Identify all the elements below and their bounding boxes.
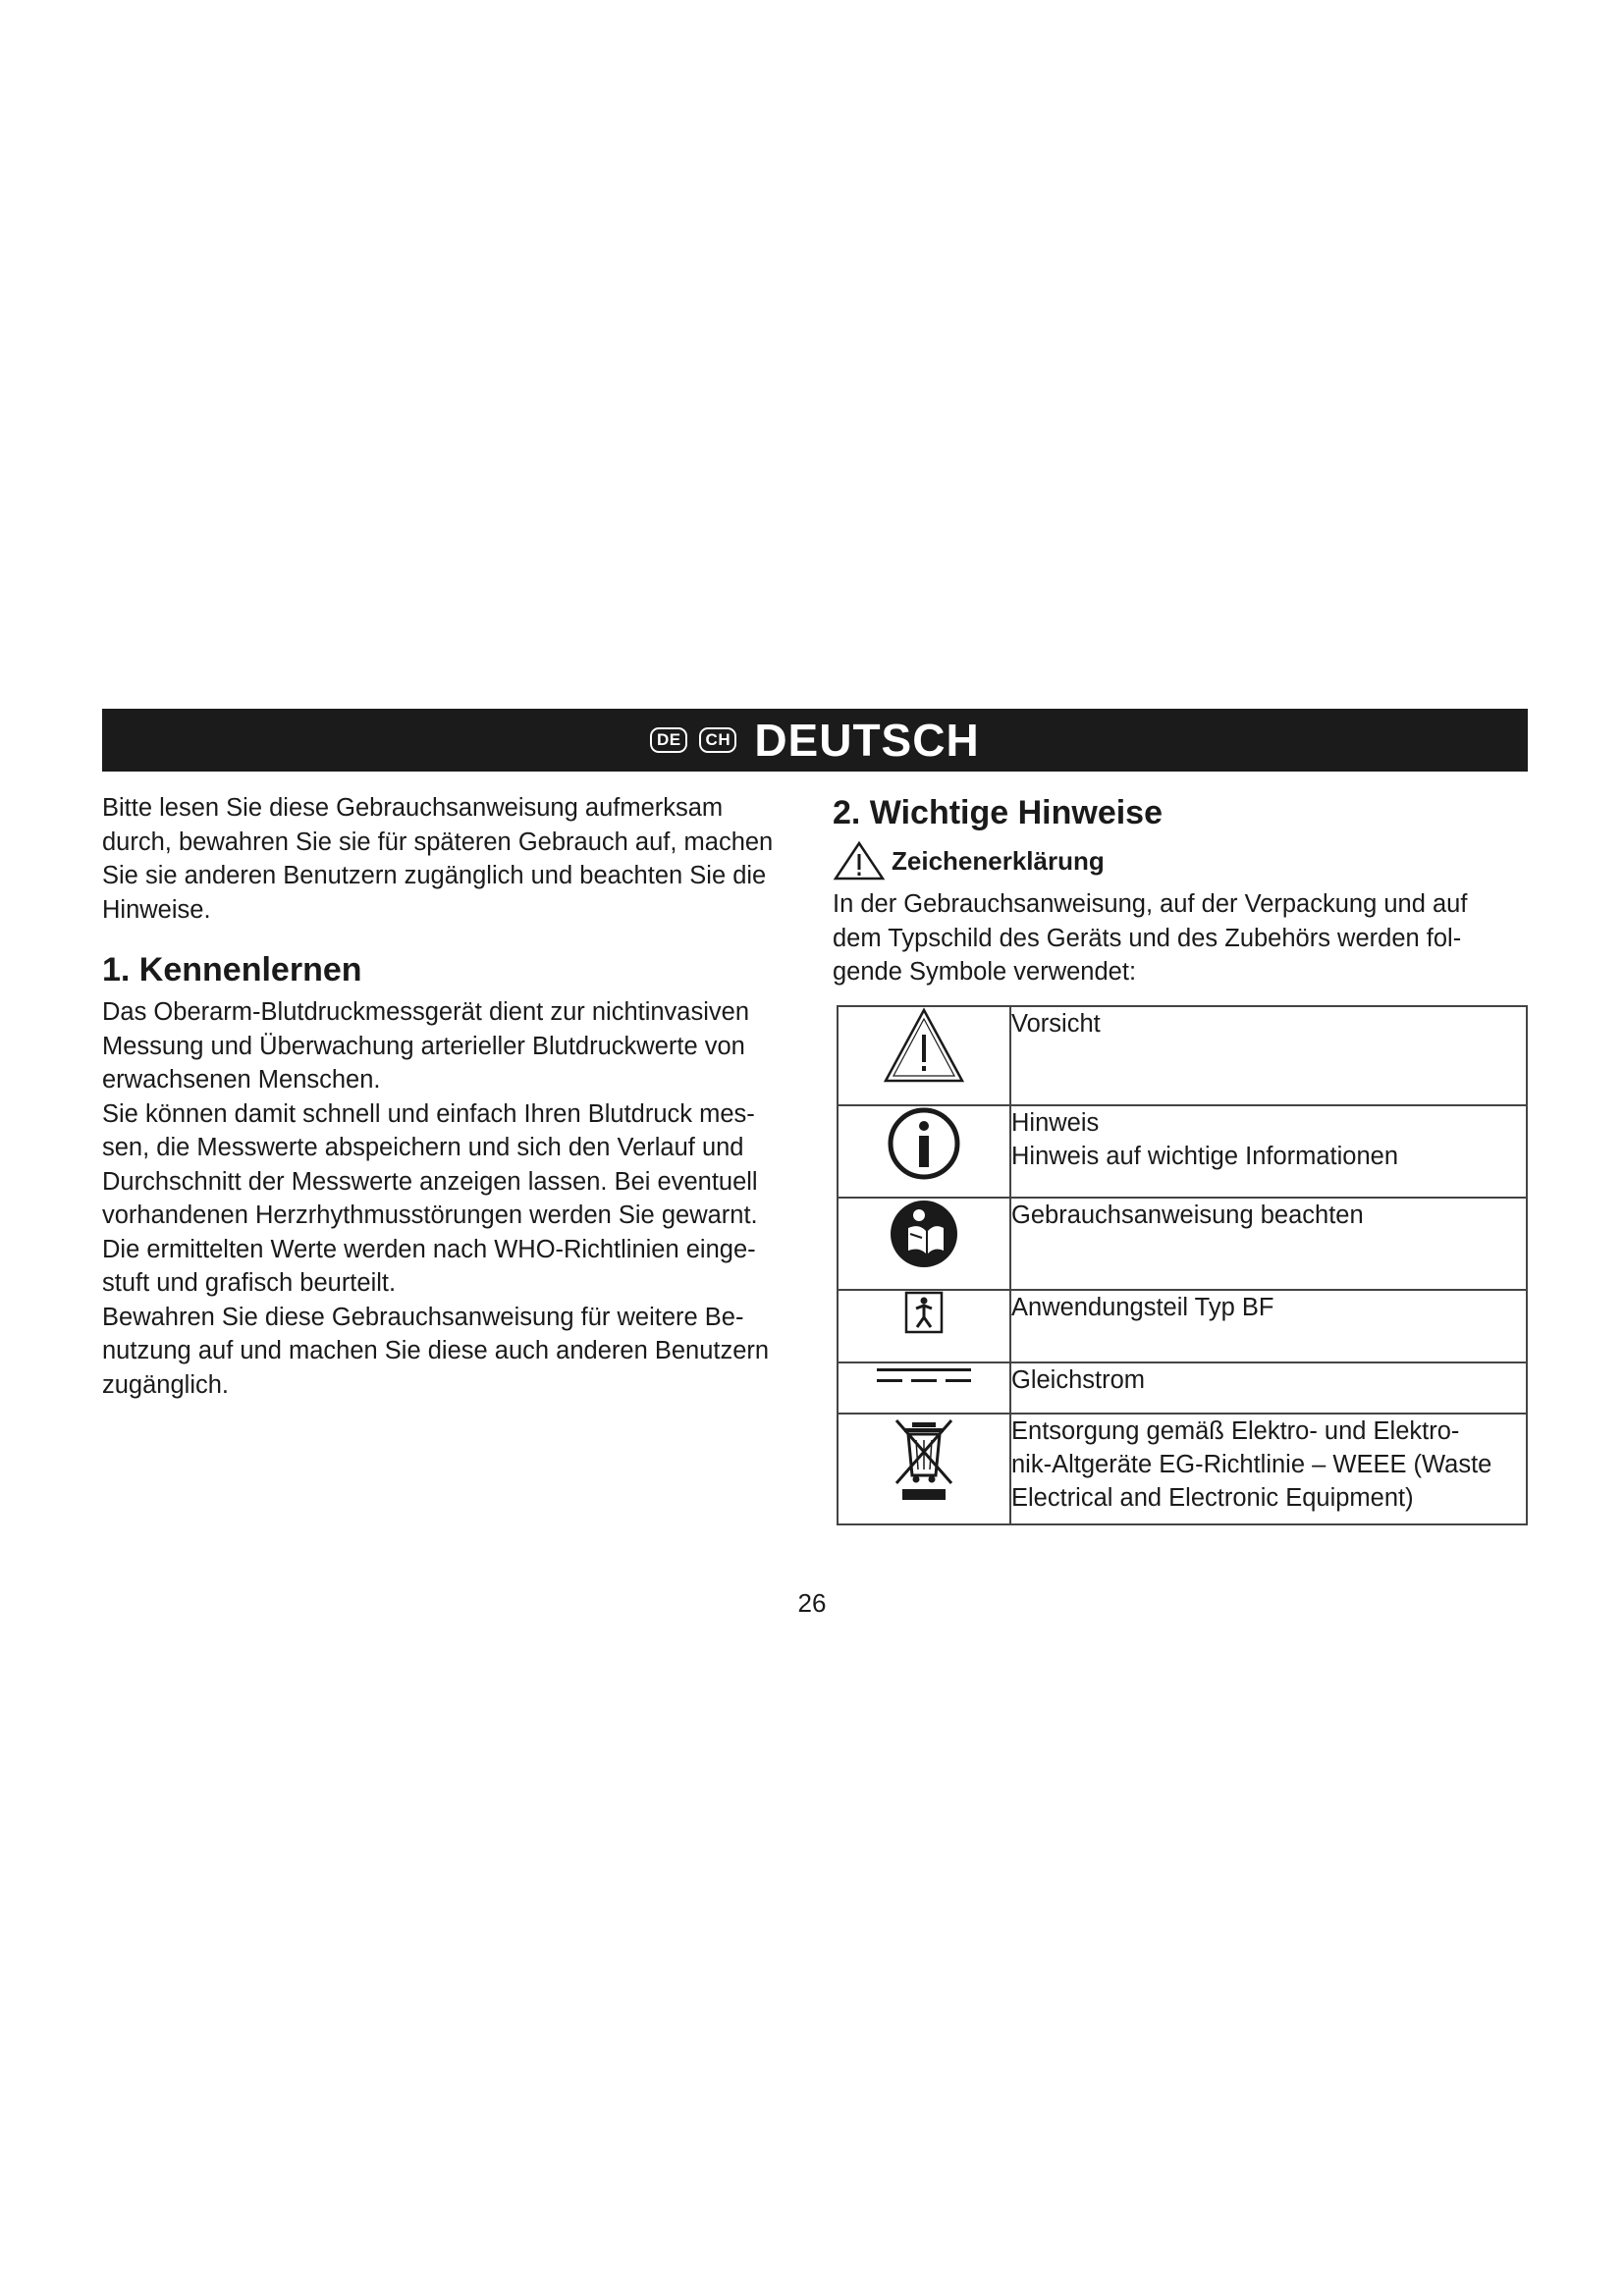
description-line: Hinweis bbox=[1011, 1109, 1100, 1137]
badge-de: DE bbox=[650, 727, 687, 753]
text-line: Sie können damit schnell und einfach Ihren Blutdruck mes- bbox=[102, 1099, 755, 1128]
symbol-row bbox=[838, 1006, 1527, 1105]
section-2-heading: 2. Wichtige Hinweise bbox=[833, 794, 1163, 831]
left-column bbox=[102, 791, 809, 1402]
description-line: nik-Altgeräte EG-Richtlinie – WEEE (Waste bbox=[1011, 1451, 1492, 1478]
read-manual-icon bbox=[889, 1199, 959, 1269]
intro-paragraph bbox=[102, 791, 809, 927]
symbol-row bbox=[838, 1362, 1527, 1414]
text-line: dem Typschild des Geräts und des Zubehörs werden fol- bbox=[833, 924, 1462, 952]
text-line: durch, bewahren Sie sie für späteren Gebrauch auf, machen bbox=[102, 828, 774, 856]
banner-title: DEUTSCH bbox=[754, 715, 980, 766]
symbol-icon-cell bbox=[838, 1198, 1010, 1290]
text-line: Das Oberarm-Blutdruckmessgerät dient zur nichtinvasiven bbox=[102, 998, 750, 1026]
text-line: Bewahren Sie diese Gebrauchsanweisung für weitere Be- bbox=[102, 1303, 744, 1331]
text-line: zugänglich. bbox=[102, 1370, 230, 1399]
symbol-icon-cell bbox=[838, 1414, 1010, 1524]
text-line: nutzung auf und machen Sie diese auch anderen Benutzern bbox=[102, 1337, 770, 1364]
text-line: Durchschnitt der Messwerte anzeigen lassen. Bei eventuell bbox=[102, 1167, 758, 1196]
description-line: Vorsicht bbox=[1011, 1010, 1101, 1038]
symbol-description bbox=[1010, 1362, 1527, 1414]
text-line: stuft und grafisch beurteilt. bbox=[102, 1269, 397, 1297]
symbol-icon-cell bbox=[838, 1362, 1010, 1414]
description-line: Gebrauchsanweisung beachten bbox=[1011, 1201, 1364, 1229]
weee-crossed-bin-icon bbox=[893, 1415, 955, 1503]
symbol-icon-cell bbox=[838, 1290, 1010, 1362]
symbol-icon-cell bbox=[838, 1105, 1010, 1198]
page-number: 26 bbox=[797, 1588, 827, 1618]
type-bf-applied-part-icon bbox=[904, 1291, 944, 1334]
section-1-body bbox=[102, 995, 809, 1402]
description-line: Electrical and Electronic Equipment) bbox=[1011, 1484, 1414, 1512]
text-line: Sie sie anderen Benutzern zugänglich und beachten Sie die bbox=[102, 862, 767, 889]
subheading-label: Zeichenerklärung bbox=[892, 845, 1105, 876]
description-line: Entsorgung gemäß Elektro- und Elektro- bbox=[1011, 1417, 1460, 1445]
symbol-description bbox=[1010, 1105, 1527, 1198]
symbol-row bbox=[838, 1105, 1527, 1198]
text-line: Hinweise. bbox=[102, 895, 211, 924]
text-line: Bitte lesen Sie diese Gebrauchsanweisung aufmerksam bbox=[102, 794, 724, 822]
text-line: Die ermittelten Werte werden nach WHO-Richtlinien einge- bbox=[102, 1235, 756, 1263]
symbols-table bbox=[837, 1005, 1528, 1525]
symbol-legend-subheading bbox=[833, 840, 1530, 881]
text-line: sen, die Messwerte abspeichern und sich den Verlauf und bbox=[102, 1134, 744, 1161]
symbol-row bbox=[838, 1414, 1527, 1524]
symbol-description bbox=[1010, 1414, 1527, 1524]
description-line: Hinweis auf wichtige Informationen bbox=[1011, 1143, 1399, 1170]
symbol-row bbox=[838, 1198, 1527, 1290]
direct-current-icon bbox=[875, 1363, 973, 1387]
text-line: erwachsenen Menschen. bbox=[102, 1066, 381, 1094]
badge-ch: CH bbox=[699, 727, 736, 753]
symbol-description bbox=[1010, 1290, 1527, 1362]
text-line: In der Gebrauchsanweisung, auf der Verpackung und auf bbox=[833, 890, 1468, 918]
warning-triangle-icon bbox=[883, 1007, 965, 1084]
text-line: gende Symbole verwendet: bbox=[833, 958, 1137, 986]
text-line: vorhandenen Herzrhythmusstörungen werden Sie gewarnt. bbox=[102, 1201, 758, 1229]
right-column bbox=[833, 791, 1530, 989]
symbol-row bbox=[838, 1290, 1527, 1362]
description-line: Anwendungsteil Typ BF bbox=[1011, 1294, 1274, 1321]
symbol-description bbox=[1010, 1198, 1527, 1290]
warning-triangle-icon bbox=[833, 840, 886, 881]
text-line: Messung und Überwachung arterieller Blutdruckwerte von bbox=[102, 1032, 745, 1060]
section-1-heading: 1. Kennenlernen bbox=[102, 951, 362, 988]
info-icon bbox=[887, 1106, 961, 1181]
symbol-description bbox=[1010, 1006, 1527, 1105]
symbol-icon-cell bbox=[838, 1006, 1010, 1105]
language-banner bbox=[102, 709, 1528, 772]
description-line: Gleichstrom bbox=[1011, 1366, 1146, 1394]
symbols-intro bbox=[833, 887, 1530, 989]
